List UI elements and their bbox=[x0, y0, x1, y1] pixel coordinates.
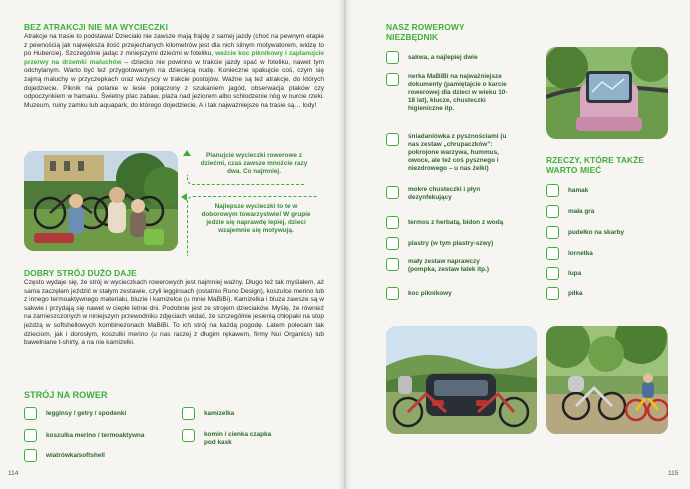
tip1-dashed-line bbox=[187, 175, 305, 185]
checklist-label: mała gra bbox=[568, 207, 595, 215]
checkbox[interactable] bbox=[546, 287, 559, 300]
section-title-also-worth bbox=[546, 155, 644, 175]
checklist-label: pudełko na skarby bbox=[568, 228, 625, 236]
attractions-paragraph bbox=[24, 33, 324, 110]
photo-bike-handlebar-bag bbox=[546, 47, 668, 139]
checklist-item[interactable] bbox=[24, 449, 105, 462]
checklist-item[interactable] bbox=[546, 226, 624, 239]
essentials-title-line1: NASZ ROWEROWY bbox=[386, 22, 465, 32]
checkbox[interactable] bbox=[386, 73, 399, 86]
checklist-item[interactable] bbox=[386, 287, 452, 300]
section-title-outfit: DOBRY STRÓJ DUŻO DAJE bbox=[24, 268, 137, 278]
section-title-bike-outfit: STRÓJ NA ROWER bbox=[24, 390, 108, 400]
attractions-highlight: weźcie koc piknikowy i zaplanujcie przerwy na drzemki maluchów bbox=[24, 50, 324, 66]
checklist-label: nerka MaBiBi na najważniejsze dokumenty (pamiętajcie o karcie rowerowej dla dzieci w wieku 10-18 lat), klucze, chusteczki higieniczne itp. bbox=[408, 73, 508, 112]
checkbox[interactable] bbox=[386, 51, 399, 64]
checklist-label: termos z herbatą, bidon z wodą bbox=[408, 218, 504, 226]
checklist-label: komin / cienka czapka pod kask bbox=[204, 431, 272, 446]
checklist-item[interactable] bbox=[546, 267, 581, 280]
checklist-label: koszulka merino / termoaktywna bbox=[46, 431, 145, 439]
also-worth-title-line1: RZECZY, KTÓRE TAKŻE bbox=[546, 155, 645, 165]
also-worth-title-line2: WARTO MIEĆ bbox=[546, 165, 602, 175]
checklist-item[interactable] bbox=[386, 237, 493, 250]
checklist-item[interactable] bbox=[386, 186, 508, 202]
checkbox[interactable] bbox=[546, 247, 559, 260]
checklist-item[interactable] bbox=[546, 287, 583, 300]
checklist-item[interactable] bbox=[386, 216, 503, 229]
section-title-attractions: BEZ ATRAKCJI NIE MA WYCIECZKI bbox=[24, 22, 169, 32]
checkbox[interactable] bbox=[386, 258, 399, 271]
checklist-label: wiatrówka/softshell bbox=[46, 451, 105, 459]
photo-kids-with-bikes bbox=[24, 151, 178, 251]
checkbox[interactable] bbox=[24, 449, 37, 462]
checkbox[interactable] bbox=[386, 287, 399, 300]
right-page bbox=[346, 0, 690, 489]
left-page bbox=[0, 0, 344, 489]
checklist-label: lupa bbox=[568, 269, 582, 277]
checklist-label: mokre chusteczki i płyn dezynfekujący bbox=[408, 186, 481, 201]
attractions-text-a: Atrakcje na trasie to podstawa! Dzieciaki nie zawsze mają frajdę z samej jazdy (choć na pewnym etapie z pewnością jak największa ilość przejechanych kilometrów jest dla nich silnym motywatorem, widzę to po Hubercie). Szczególnie jadąc z mniejszymi dziećmi w foteliku, bbox=[24, 33, 324, 58]
page-number-left: 114 bbox=[8, 470, 19, 477]
book-gutter bbox=[338, 0, 352, 489]
checklist-item[interactable] bbox=[386, 258, 508, 274]
checklist-item[interactable] bbox=[546, 247, 593, 260]
checklist-label: lornetka bbox=[568, 249, 593, 257]
checkbox[interactable] bbox=[386, 216, 399, 229]
page-number-right: 115 bbox=[668, 470, 679, 477]
tip2-arrow-icon bbox=[181, 193, 187, 201]
checkbox[interactable] bbox=[24, 429, 37, 442]
checkbox[interactable] bbox=[546, 226, 559, 239]
section-title-essentials bbox=[386, 22, 465, 42]
checkbox[interactable] bbox=[546, 267, 559, 280]
checkbox[interactable] bbox=[386, 133, 399, 146]
checklist-label: plastry (w tym plastry-szwy) bbox=[408, 239, 494, 247]
checkbox[interactable] bbox=[386, 186, 399, 199]
checklist-label: legginsy / getry / spodenki bbox=[46, 409, 127, 417]
outfit-paragraph: Często wydaje się, że strój w wycieczkach rowerowych jest najmniej ważny. Długo też tak myślałem, aż sama zaczęłam jeździć w stałym zestawie, czyli legginsach (ostatnio Runo Design), koszulce merino lub z innego termoaktywnego materiału, bluzie i kamizelce (u mnie MaBiBi). Kamizelka i bluza zawsze są w sakwie i przydają się nawet w ciepłe letnie dni. Podobnie jest ze strojem dzieciaków. Myślę, że również na zamieszczonych w niniejszym przewodniku zdjęciach widać, że szczególnie jesienią chłopaki na stop jeżdżą w softshellowych kombinezonach MaBiBi. To ich strój na każdą pogodę. Latem polecam tak dzieciom, jak i dorosłym, koszulki merino (u nas raczej z długim rękawem, firmy Nui Organics) lub bawełniane t-shirty, a na nie kamizelki. bbox=[24, 279, 324, 347]
checklist-label: hamak bbox=[568, 186, 589, 194]
checkbox[interactable] bbox=[546, 184, 559, 197]
checkbox[interactable] bbox=[24, 407, 37, 420]
checklist-label: mały zestaw naprawczy (pompka, zestaw łatek itp.) bbox=[408, 258, 489, 273]
checklist-label: kamizelka bbox=[204, 409, 235, 417]
checklist-item[interactable] bbox=[24, 407, 126, 420]
checklist-label: koc piknikowy bbox=[408, 289, 452, 297]
photo-bikes-under-trees bbox=[546, 326, 668, 434]
tip1-arrow-icon bbox=[183, 150, 191, 156]
checklist-item[interactable] bbox=[546, 205, 594, 218]
essentials-title-line2: NIEZBĘDNIK bbox=[386, 32, 439, 42]
checkbox[interactable] bbox=[182, 429, 195, 442]
checklist-item[interactable] bbox=[546, 184, 588, 197]
photo-bikes-and-car bbox=[386, 326, 537, 434]
checklist-item[interactable] bbox=[182, 407, 234, 420]
checklist-item[interactable] bbox=[386, 133, 516, 173]
checklist-label: piłka bbox=[568, 289, 583, 297]
checklist-item[interactable] bbox=[386, 51, 478, 64]
checklist-label: sakwa, a najlepiej dwie bbox=[408, 53, 478, 61]
attractions-text-b: – dziecko nie powinno w trakcie jazdy spać w foteliku, nawet tym odchylanym. Warto być też przygotowanym na dziecięcą nudę. Konieczne spakujcie coś, czym się zajmą maluchy w przyczepkach oraz wszyscy w trakcie postojów. Ważne są też atrakcje, do których dojedziecie. Piknik na polanie w lesie połączony z szukaniem jagód, obserwacja ptaków czy odpoczynkiem w hamaku. Świetny plac zabaw, plaża nad jeziorem albo schłodzenie nóg w nurcie rzeki. Muzeum, ruiny zamku lub aquapark, do którego dojedziecie. A i tak najważniejsze na trasie są… lody! bbox=[24, 58, 324, 109]
checklist-label: śniadaniówka z pysznościami (u nas zestaw „chrupaczków”: pokrojone warzywa, hummus, owoce, ale też coś pysznego i niezdrowego – u nas żelki) bbox=[408, 133, 507, 172]
tip2-text: Najlepsze wycieczki to te w doborowym towarzystwie! W grupie jedzie się naprawdę lepiej, dzieci wzajemnie się motywują. bbox=[201, 203, 311, 234]
checklist-item[interactable] bbox=[182, 429, 284, 447]
checklist-item[interactable] bbox=[386, 73, 508, 113]
checkbox[interactable] bbox=[546, 205, 559, 218]
checkbox[interactable] bbox=[182, 407, 195, 420]
checklist-item[interactable] bbox=[24, 429, 144, 442]
tip1-text: Planujcie wycieczki rowerowe z dziećmi, czas zawsze mnożcie razy dwa. Co najmniej. bbox=[200, 152, 308, 175]
checkbox[interactable] bbox=[386, 237, 399, 250]
